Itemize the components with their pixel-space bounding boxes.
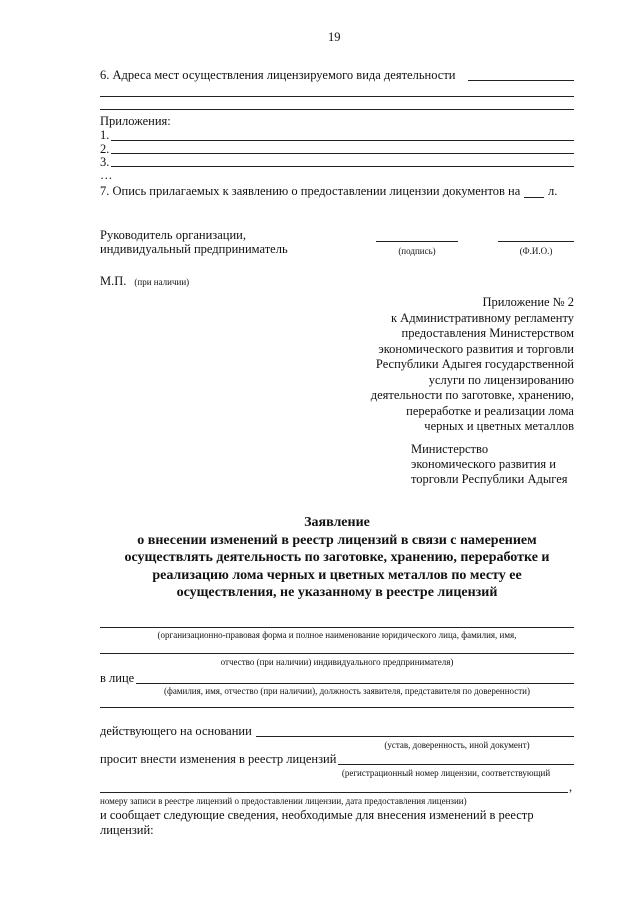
acting-basis-label: действующего на основании — [100, 724, 252, 738]
statement-subtitle-line: реализацию лома черных и цветных металлов по месту ее — [152, 567, 522, 583]
head-title-line-2: индивидуальный предприниматель — [100, 242, 288, 256]
statement-heading — [80, 514, 594, 602]
fio-line — [498, 241, 574, 242]
acting-basis-line — [256, 736, 574, 737]
addressee-line: экономического развития и — [411, 457, 556, 471]
item-7-pages-line — [524, 197, 544, 198]
signature-line — [376, 241, 458, 242]
statement-title: Заявление — [304, 515, 370, 530]
appendix-line: переработке и реализации лома — [406, 403, 574, 418]
page-number: 19 — [328, 30, 341, 44]
statement-subtitle-line: осуществлять деятельность по заготовке, хранению, переработке и — [124, 550, 550, 565]
appendix-line: экономического развития и торговли — [378, 341, 574, 356]
in-person-line — [136, 683, 574, 684]
attachment-2-line — [111, 153, 574, 154]
org-name-line-2 — [100, 653, 574, 654]
item-7-label: 7. Опись прилагаемых к заявлению о предоставлении лицензии документов на — [100, 184, 521, 198]
signature-caption: (подпись) — [398, 246, 436, 256]
head-title-line-1: Руководитель организации, — [100, 228, 246, 242]
basis-caption: (устав, доверенность, иной документ) — [384, 740, 530, 750]
person-line-2 — [100, 707, 574, 708]
appendix-line: деятельности по заготовке, хранению, — [370, 388, 574, 402]
attachment-3-line — [111, 166, 574, 167]
seal-label: М.П. — [100, 274, 127, 288]
appendix-line: к Административному регламенту — [390, 310, 574, 325]
appendix-line: Республики Адыгея государственной — [375, 357, 574, 371]
record-caption: номеру записи в реестре лицензий о предоставлении лицензии, дата предоставления лицензии) — [100, 796, 467, 806]
person-caption: (фамилия, имя, отчество (при наличии), должность заявителя, представителя по доверенности) — [163, 686, 530, 696]
fio-caption: (Ф.И.О.) — [519, 246, 553, 256]
attachment-2-number: 2. — [100, 142, 110, 156]
appendix-reference — [371, 295, 574, 435]
item-6-label: 6. Адреса мест осуществления лицензируемого вида деятельности — [100, 68, 456, 82]
requests-changes-label: просит внести изменения в реестр лицензий — [100, 752, 337, 766]
attachments-ellipsis: … — [100, 168, 113, 182]
org-caption-1: (организационно-правовая форма и полное наименование юридического лица, фамилия, имя, — [157, 630, 517, 640]
license-number-line — [338, 764, 574, 765]
attachment-3-number: 3. — [100, 155, 110, 169]
license-caption: (регистрационный номер лицензии, соответствующий — [341, 768, 551, 778]
item-7-suffix: л. — [548, 184, 558, 198]
statement-subtitle-line: осуществления, не указанному в реестре лицензий — [176, 585, 498, 600]
address-line-1 — [100, 96, 574, 97]
record-comma: , — [569, 780, 573, 794]
seal-note: (при наличии) — [134, 277, 190, 287]
item-6-fill-line — [468, 80, 574, 81]
info-line-2: лицензий: — [100, 823, 154, 837]
appendix-line: черных и цветных металлов — [424, 419, 574, 433]
org-caption-2: отчество (при наличии) индивидуального предпринимателя) — [220, 657, 454, 667]
appendix-line: Приложение № 2 — [482, 295, 574, 309]
statement-subtitle-line: о внесении изменений в реестр лицензий в связи с намерением — [137, 532, 537, 548]
attachment-1-line — [111, 140, 574, 141]
record-line — [100, 792, 568, 793]
addressee-line: Министерство — [411, 442, 489, 456]
seal-block — [100, 272, 189, 290]
address-line-2 — [100, 109, 574, 110]
attachments-heading: Приложения: — [100, 114, 171, 128]
in-person-label: в лице — [100, 671, 135, 685]
info-line-1: и сообщает следующие сведения, необходимые для внесения изменений в реестр — [100, 808, 534, 822]
appendix-line: предоставления Министерством — [401, 326, 574, 340]
org-name-line-1 — [100, 627, 574, 628]
appendix-line: услуги по лицензированию — [428, 372, 574, 387]
addressee-line: торговли Республики Адыгея — [411, 472, 568, 486]
addressee-block — [411, 442, 568, 487]
attachment-1-number: 1. — [100, 128, 110, 142]
